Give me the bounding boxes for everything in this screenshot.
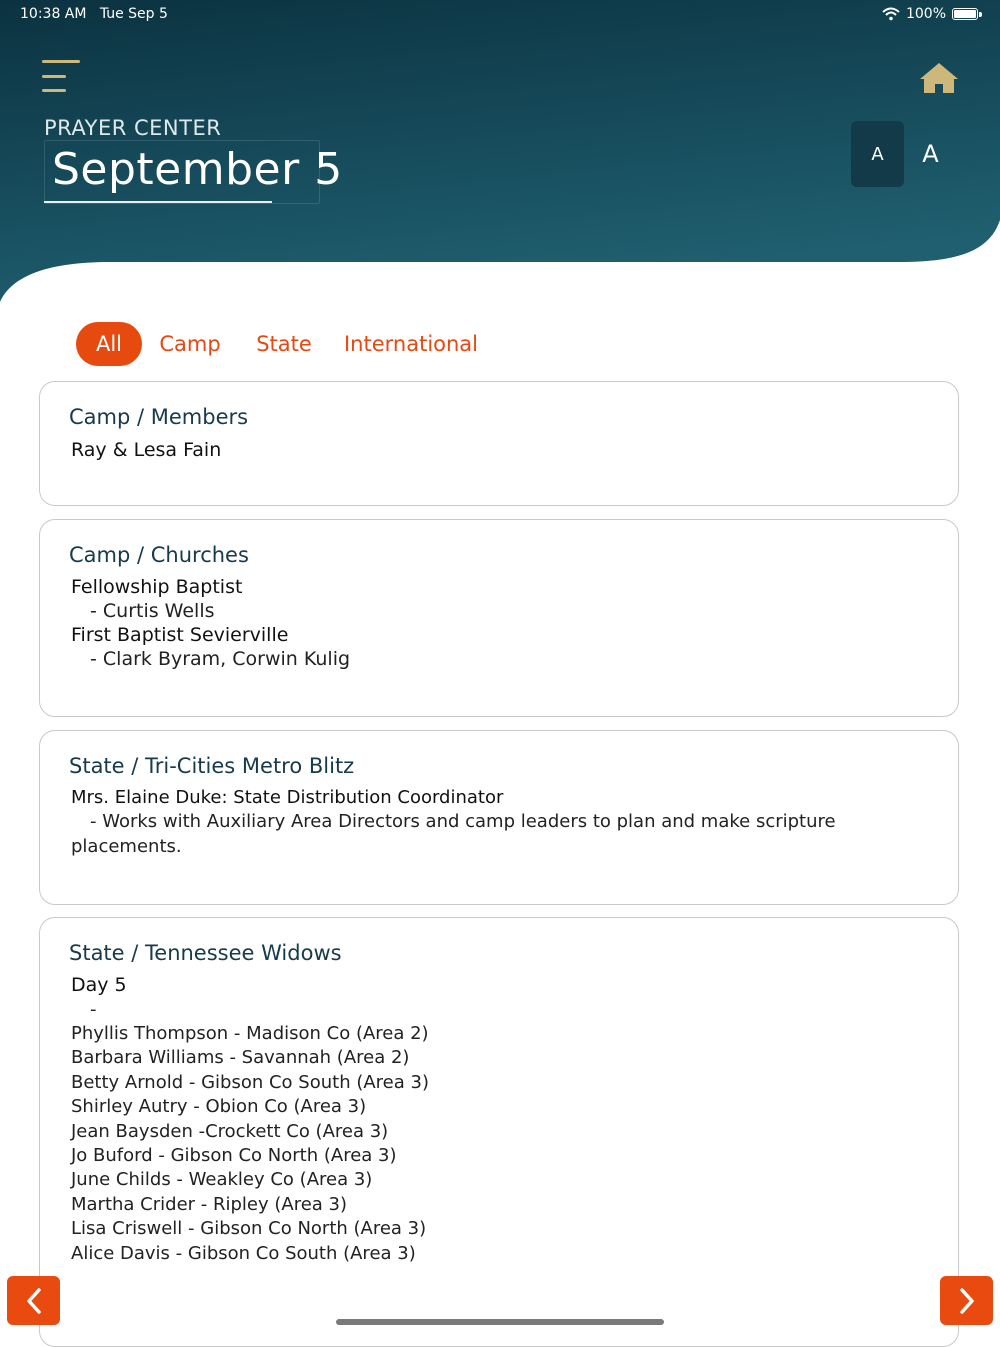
list-item: Martha Crider - Ripley (Area 3) <box>71 1194 348 1215</box>
card-title: State / Tri-Cities Metro Blitz <box>69 754 355 778</box>
card-title: Camp / Members <box>69 405 249 429</box>
church-detail: - Clark Byram, Corwin Kulig <box>90 648 351 670</box>
church-name: First Baptist Sevierville <box>71 624 289 646</box>
tab-camp[interactable]: Camp <box>159 332 221 356</box>
wifi-icon <box>882 7 900 21</box>
day-label: Day 5 <box>71 974 127 996</box>
home-icon[interactable] <box>918 60 960 96</box>
battery-tip <box>979 12 982 17</box>
next-day-button[interactable] <box>940 1276 993 1325</box>
member-name: Ray & Lesa Fain <box>71 439 222 461</box>
page-title: September 5 <box>52 144 343 195</box>
list-item: Barbara Williams - Savannah (Area 2) <box>71 1047 410 1068</box>
church-name: Fellowship Baptist <box>71 576 243 598</box>
prayer-card-camp-churches <box>39 519 959 717</box>
list-item: Jo Buford - Gibson Co North (Area 3) <box>71 1145 397 1166</box>
tab-all[interactable]: All <box>76 322 142 366</box>
title-underline <box>44 201 272 203</box>
list-item: Lisa Criswell - Gibson Co North (Area 3) <box>71 1218 427 1239</box>
list-item: Jean Baysden -Crockett Co (Area 3) <box>71 1121 389 1142</box>
menu-line <box>42 75 66 78</box>
tab-state[interactable]: State <box>256 332 312 356</box>
battery-icon <box>952 8 978 20</box>
list-item: June Childs - Weakley Co (Area 3) <box>71 1169 373 1190</box>
status-right <box>882 6 982 22</box>
prayer-card-state-widows <box>39 917 959 1347</box>
status-bar <box>0 0 1000 28</box>
tab-international[interactable]: International <box>343 332 479 356</box>
card-title: State / Tennessee Widows <box>69 941 342 965</box>
status-time-date: 10:38 AM Tue Sep 5 <box>20 6 168 22</box>
font-size-large-button[interactable]: A <box>922 140 939 168</box>
prayer-card-camp-members <box>39 381 959 506</box>
church-detail: - Curtis Wells <box>90 600 215 622</box>
coordinator-detail-cont: placements. <box>71 836 182 857</box>
home-indicator[interactable] <box>336 1319 664 1325</box>
chevron-left-icon <box>24 1287 44 1315</box>
dash: - <box>90 999 97 1020</box>
chevron-right-icon <box>957 1287 977 1315</box>
previous-day-button[interactable] <box>7 1276 60 1325</box>
list-item: Betty Arnold - Gibson Co South (Area 3) <box>71 1072 429 1093</box>
list-item: Phyllis Thompson - Madison Co (Area 2) <box>71 1023 429 1044</box>
card-title: Camp / Churches <box>69 543 249 567</box>
menu-line <box>42 89 66 92</box>
menu-icon[interactable] <box>42 60 82 94</box>
font-size-small-button[interactable]: A <box>851 121 904 187</box>
prayer-card-state-blitz <box>39 730 959 905</box>
coordinator-detail: - Works with Auxiliary Area Directors and camp leaders to plan and make scripture <box>90 811 836 832</box>
list-item: Shirley Autry - Obion Co (Area 3) <box>71 1096 367 1117</box>
coordinator-name: Mrs. Elaine Duke: State Distribution Coordinator <box>71 787 504 808</box>
battery-percent: 100% <box>905 6 946 22</box>
list-item: Alice Davis - Gibson Co South (Area 3) <box>71 1243 416 1264</box>
menu-line <box>42 60 80 63</box>
section-label: PRAYER CENTER <box>44 116 222 140</box>
